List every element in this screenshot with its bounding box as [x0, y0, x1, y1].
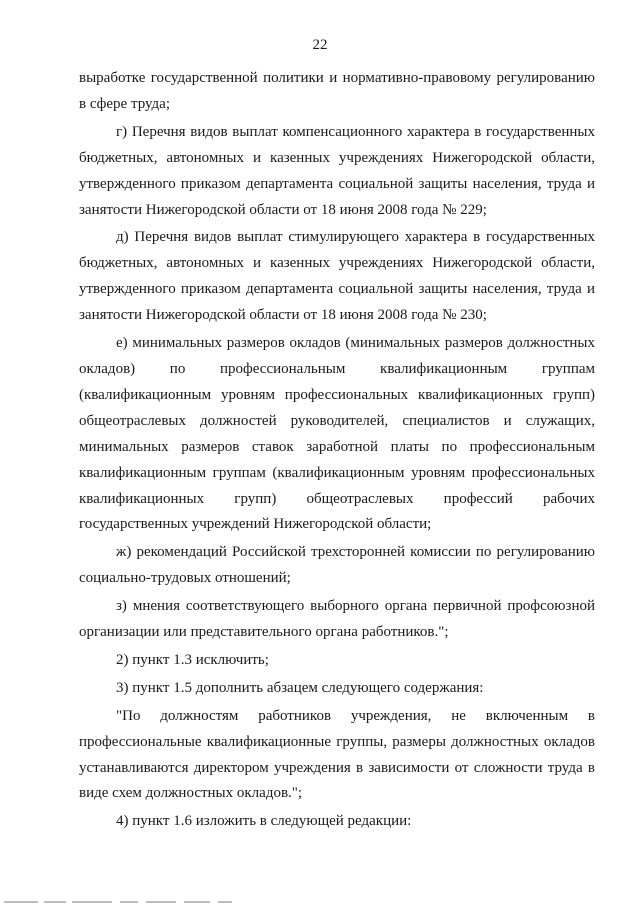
scan-edge-artifact: [0, 899, 640, 903]
paragraph-item-g: г) Перечня видов выплат компенсационного характера в государственных бюджетных, автономных и казенных учреждениях Нижегородской области, утвержденного приказом департамента социальной защиты населения, труда и занятости Нижегородской области от 18 июня 2008 года № 229;: [79, 123, 595, 218]
paragraph-item-d: д) Перечня видов выплат стимулирующего характера в государственных бюджетных, автономных и казенных учреждениях Нижегородской области, утвержденного приказом департамента социальной защиты населения, труда и занятости Нижегородской области от 18 июня 2008 года № 230;: [79, 229, 595, 324]
document-body: [79, 66, 595, 835]
paragraph-item-e: е) минимальных размеров окладов (минимальных размеров должностных окладов) по профессиональным квалификационным группам (квалификационным уровням профессиональных квалификационных групп) общеотраслевых должностей руководителей, специалистов и служащих, минимальных размеров ставок заработной платы по профессиональным квалификационным группам (квалификационным уровням профессиональных квалификационных групп) общеотраслевых профессий рабочих государственных учреждений Нижегородской области;: [79, 335, 595, 533]
paragraph-point-4: 4) пункт 1.6 изложить в следующей редакции:: [116, 813, 412, 830]
paragraph-point-2: 2) пункт 1.3 исключить;: [116, 651, 269, 668]
page-number: 22: [312, 37, 328, 53]
paragraph-quote: "По должностям работников учреждения, не включенным в профессиональные квалификационные группы, размеры должностных окладов устанавливаются директором учреждения в зависимости от сложности труда в виде схем должностных окладов.";: [79, 707, 595, 802]
paragraph-continuation: выработке государственной политики и нормативно-правовому регулированию в сфере труда;: [79, 70, 595, 112]
paragraph-item-zh: ж) рекомендаций Российской трехсторонней комиссии по регулированию социально-трудовых отношений;: [79, 544, 595, 587]
paragraph-point-3: 3) пункт 1.5 дополнить абзацем следующего содержания:: [116, 679, 484, 696]
paragraph-item-z: з) мнения соответствующего выборного органа первичной профсоюзной организации или представительного органа работников.";: [79, 598, 595, 641]
